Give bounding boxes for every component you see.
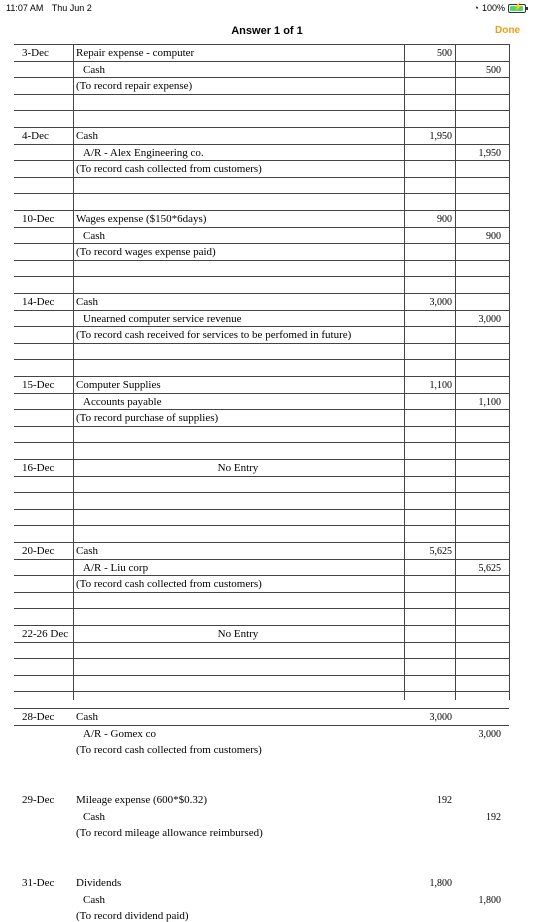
entry-date: 31-Dec	[22, 877, 55, 889]
row-rule	[14, 426, 509, 427]
credit-amount: 500	[486, 64, 501, 76]
credit-account: Cash	[83, 229, 105, 242]
battery-percent: 100%	[481, 3, 505, 13]
entry-narration: (To record purchase of supplies)	[76, 412, 219, 425]
row-rule	[14, 725, 509, 726]
row-rule	[14, 310, 509, 311]
credit-amount: 3,000	[478, 313, 501, 325]
row-rule	[14, 542, 509, 543]
wifi-icon: ◔	[473, 3, 479, 13]
credit-amount: 192	[486, 811, 501, 823]
battery-icon: ⚡	[508, 4, 526, 13]
column-rule-0	[73, 44, 74, 700]
page-title: Answer 1 of 1	[231, 25, 303, 37]
row-rule	[14, 376, 509, 377]
row-rule	[14, 160, 509, 161]
status-right	[474, 3, 526, 13]
row-rule	[14, 227, 509, 228]
entry-date: 14-Dec	[22, 296, 55, 308]
entry-narration: (To record cash received for services to be perfomed in future)	[76, 329, 352, 342]
status-time: 11:07 AM	[6, 3, 44, 13]
entry-narration: (To record mileage allowance reimbursed)	[76, 827, 263, 840]
row-rule	[14, 409, 509, 410]
column-rule-2	[455, 44, 456, 700]
row-rule	[14, 77, 509, 78]
row-rule	[14, 94, 509, 95]
debit-account: Cash	[76, 545, 98, 557]
row-rule	[14, 343, 509, 344]
entry-date: 20-Dec	[22, 545, 55, 557]
row-rule	[14, 177, 509, 178]
row-rule	[14, 608, 509, 609]
row-rule	[14, 326, 509, 327]
row-rule	[14, 293, 509, 294]
credit-account: A/R - Alex Engineering co.	[83, 146, 204, 159]
entry-date: 28-Dec	[22, 711, 55, 723]
debit-amount: 3,000	[429, 297, 452, 308]
credit-amount: 3,000	[478, 728, 501, 740]
row-rule	[14, 44, 509, 45]
row-rule	[14, 675, 509, 676]
journal-sheet	[0, 44, 534, 922]
row-rule	[14, 658, 509, 659]
row-rule	[14, 691, 509, 692]
entry-date: 29-Dec	[22, 794, 55, 806]
credit-account: Cash	[83, 810, 105, 823]
debit-account: Repair expense - computer	[76, 47, 195, 59]
credit-amount: 900	[486, 230, 501, 242]
credit-account: Cash	[83, 893, 105, 906]
row-rule	[14, 144, 509, 145]
row-rule	[14, 509, 509, 510]
row-rule	[14, 260, 509, 261]
column-rule-1	[404, 44, 405, 700]
done-button[interactable]: Done	[495, 25, 520, 36]
entry-date: 10-Dec	[22, 213, 55, 225]
row-rule	[14, 459, 509, 460]
debit-amount: 1,800	[429, 878, 452, 889]
credit-amount: 1,800	[478, 894, 501, 906]
entry-date: 4-Dec	[22, 130, 49, 142]
debit-amount: 1,950	[429, 131, 452, 142]
row-rule	[14, 708, 509, 709]
credit-amount: 1,950	[478, 147, 501, 159]
no-entry-label: No Entry	[217, 462, 259, 474]
entry-date: 15-Dec	[22, 379, 55, 391]
debit-account: Cash	[76, 130, 98, 142]
debit-amount: 5,625	[429, 546, 452, 557]
row-rule	[14, 625, 509, 626]
debit-account: Computer Supplies	[76, 379, 161, 391]
status-bar	[0, 0, 534, 18]
row-rule	[14, 492, 509, 493]
no-entry-label: No Entry	[217, 628, 259, 640]
entry-narration: (To record dividend paid)	[76, 910, 189, 922]
row-rule	[14, 575, 509, 576]
row-rule	[14, 110, 509, 111]
row-rule	[14, 642, 509, 643]
credit-account: Accounts payable	[83, 395, 162, 408]
row-rule	[14, 442, 509, 443]
credit-account: Cash	[83, 63, 105, 76]
entry-narration: (To record repair expense)	[76, 80, 193, 93]
column-rule-3	[509, 44, 510, 700]
entry-date: 16-Dec	[22, 462, 55, 474]
debit-account: Cash	[76, 296, 98, 308]
entry-narration: (To record cash collected from customers)	[76, 744, 262, 757]
row-rule	[14, 210, 509, 211]
row-rule	[14, 61, 509, 62]
debit-amount: 1,100	[429, 380, 452, 391]
credit-account: Unearned computer service revenue	[83, 312, 242, 325]
entry-narration: (To record wages expense paid)	[76, 246, 216, 259]
row-rule	[14, 525, 509, 526]
status-date: Thu Jun 2	[51, 3, 92, 13]
credit-amount: 5,625	[478, 562, 501, 574]
debit-account: Cash	[76, 711, 98, 723]
entry-date: 3-Dec	[22, 47, 49, 59]
debit-amount: 500	[437, 48, 452, 59]
entry-narration: (To record cash collected from customers)	[76, 578, 262, 591]
row-rule	[14, 243, 509, 244]
entry-date: 22-26 Dec	[22, 628, 69, 640]
debit-amount: 192	[437, 795, 452, 806]
debit-amount: 3,000	[429, 712, 452, 723]
credit-account: A/R - Gomex co	[83, 727, 157, 740]
row-rule	[14, 127, 509, 128]
row-rule	[14, 193, 509, 194]
status-time-date	[6, 3, 98, 13]
debit-amount: 900	[437, 214, 452, 225]
row-rule	[14, 476, 509, 477]
debit-account: Dividends	[76, 877, 122, 889]
entry-narration: (To record cash collected from customers)	[76, 163, 262, 176]
row-rule	[14, 393, 509, 394]
row-rule	[14, 559, 509, 560]
row-rule	[14, 276, 509, 277]
credit-amount: 1,100	[478, 396, 501, 408]
debit-account: Mileage expense (600*$0.32)	[76, 794, 208, 806]
credit-account: A/R - Liu corp	[83, 561, 149, 574]
debit-account: Wages expense ($150*6days)	[76, 213, 207, 225]
row-rule	[14, 359, 509, 360]
row-rule	[14, 592, 509, 593]
